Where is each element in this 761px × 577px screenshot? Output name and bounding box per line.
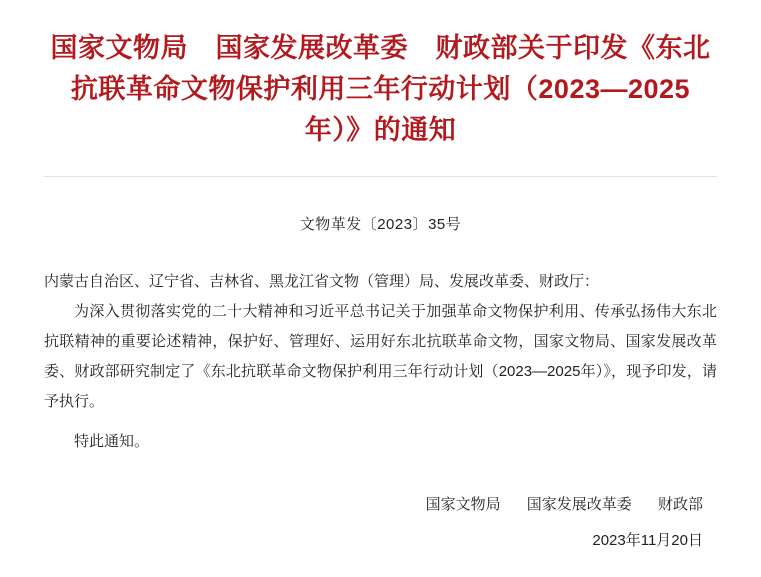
signature-date: 2023年11月20日 (592, 532, 703, 549)
signature-agency-2: 国家发展改革委 (526, 496, 632, 513)
signature-agency-1: 国家文物局 (425, 496, 501, 513)
body-paragraph-1: 为深入贯彻落实党的二十大精神和习近平总书记关于加强革命文物保护利用、传承弘扬伟大东北抗联精神的重要论述精神，保护好、管理好、运用好东北抗联革命文物，国家文物局、国家发展改革委、财政部研究制定了《东北抗联革命文物保护利用三年行动计划（2023—2025年）》，现予印发，请予执行。 (44, 303, 717, 410)
document-number: 文物革发〔2023〕35号 (299, 216, 462, 233)
closing-line: 特此通知。 (74, 433, 150, 450)
title-divider (44, 176, 717, 177)
document-title: 国家文物局 国家发展改革委 财政部关于印发《东北抗联革命文物保护利用三年行动计划（2023—2025年）》的通知 (50, 33, 711, 145)
signature-agency-3: 财政部 (657, 496, 703, 513)
signature-block (44, 493, 717, 514)
recipient-line: 内蒙古自治区、辽宁省、吉林省、黑龙江省文物（管理）局、发展改革委、财政厅： (44, 273, 600, 290)
